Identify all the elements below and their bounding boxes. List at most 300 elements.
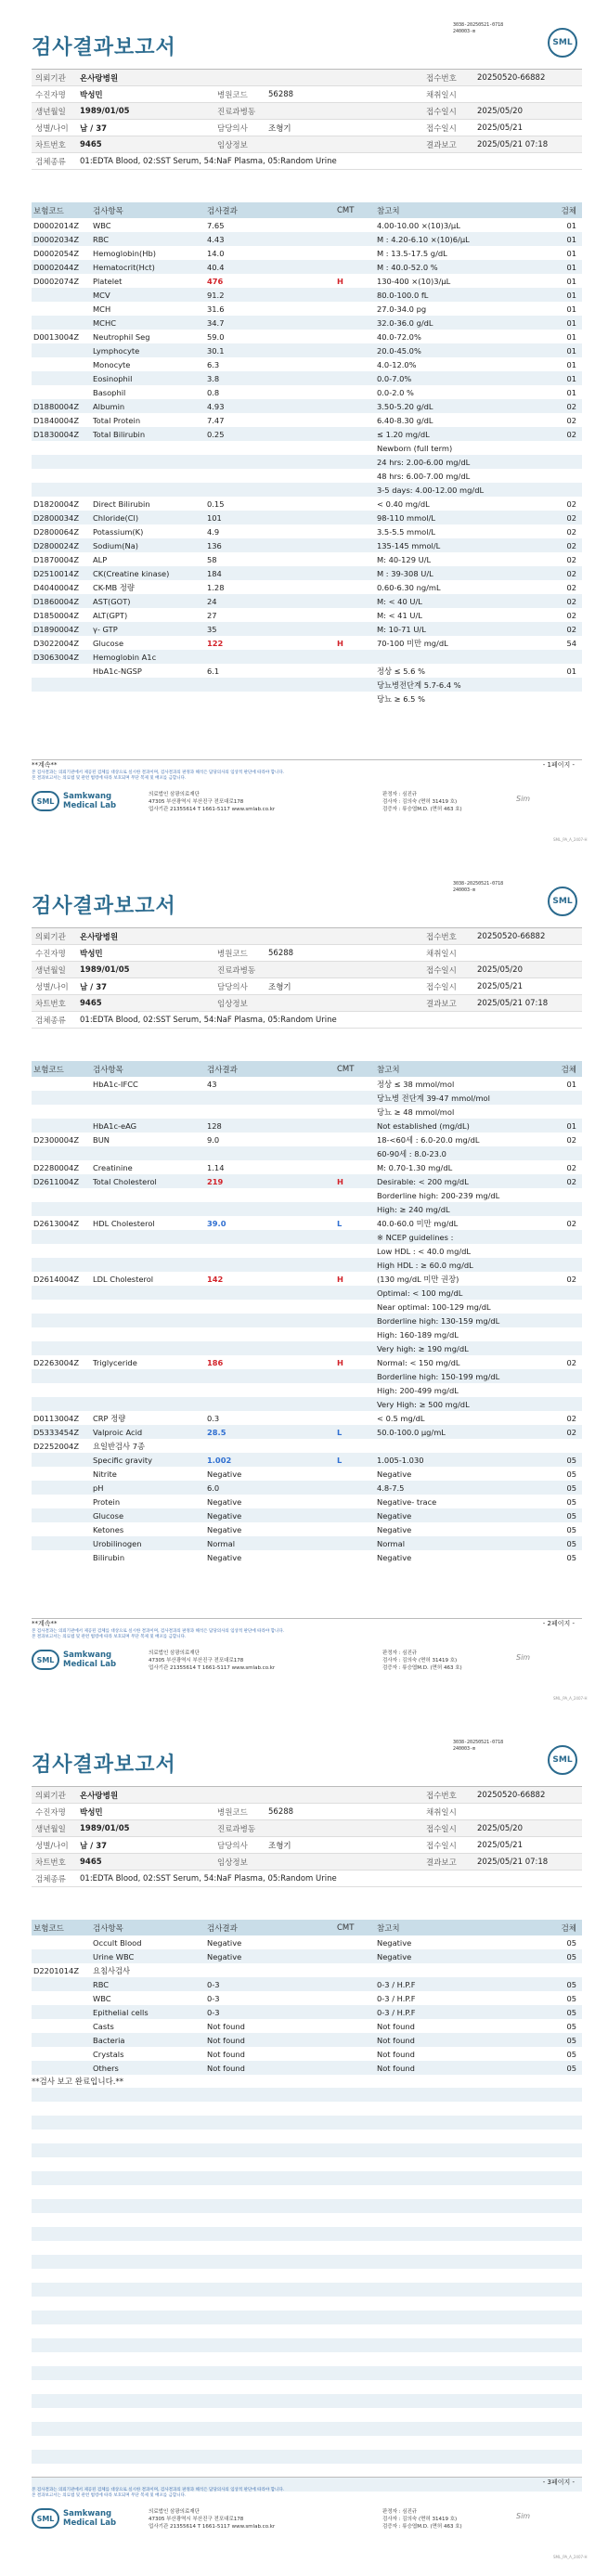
label-dept: 진료과병동 [217, 107, 256, 117]
table-row [32, 1425, 582, 1439]
empty-row [32, 2227, 582, 2241]
label-receipt-date-2: 접수일시 [426, 1841, 457, 1851]
info-row [32, 1871, 582, 1887]
value-chart-no: 9465 [80, 139, 102, 149]
value-receipt-date: 2025/05/20 [477, 1823, 523, 1833]
table-row [32, 650, 582, 664]
cell-code: D0002074Z [33, 276, 80, 286]
cell-specimen: 01 [566, 234, 576, 244]
company-logo [32, 1650, 116, 1670]
cell-code: D2800034Z [33, 512, 80, 523]
table-row [32, 1935, 582, 1949]
cell-item: Lymphocyte [93, 345, 140, 356]
cell-specimen: 01 [566, 345, 576, 356]
cell-ref: Negative [377, 1510, 412, 1521]
cell-item: CK(Creatine kinase) [93, 568, 170, 578]
value-doctor: 조형기 [268, 1841, 291, 1851]
cell-specimen: 05 [566, 2007, 576, 2017]
cell-code: D2614004Z [33, 1274, 80, 1284]
empty-row [32, 2297, 582, 2311]
label-receipt-date: 접수일시 [426, 1824, 457, 1834]
table-row [32, 1272, 582, 1286]
value-institution: 온사랑병원 [80, 73, 119, 84]
table-row [32, 1467, 582, 1481]
notice-line: 본 결과보고서는 의료법 및 관련 법령에 따라 보호되며 무단 복제 및 배포를 금합니다. [32, 1635, 187, 1639]
label-report-date: 결과보고 [426, 999, 457, 1009]
table-row [32, 2005, 582, 2019]
value-dob: 1989/01/05 [80, 1823, 130, 1833]
signer-line: 검증자 : 류승엽M.D. (면허 463 호) [382, 2524, 462, 2530]
cell-code: D2263004Z [33, 1357, 80, 1367]
table-row [32, 664, 582, 678]
cell-item: Creatinine [93, 1162, 133, 1172]
cell-ref: 당뇨병 전단계 39-47 mmol/mol [377, 1093, 490, 1103]
cell-code: D0013004Z [33, 331, 80, 342]
label-clinical: 임상정보 [217, 999, 248, 1009]
value-sex-age: 남 / 37 [80, 1841, 108, 1851]
cell-item: Neutrophil Seg [93, 331, 150, 342]
cell-code: D1890004Z [33, 624, 80, 634]
cell-ref: Optimal: < 100 mg/dL [377, 1288, 463, 1298]
cell-ref: Negative- trace [377, 1496, 437, 1507]
cell-ref: 18-<60세 : 6.0-20.0 mg/dL [377, 1134, 480, 1145]
company-address [149, 791, 275, 813]
label-doctor: 담당의사 [217, 1841, 248, 1851]
label-chart: 차트번호 [35, 999, 66, 1009]
info-row [32, 136, 582, 153]
cell-item: ALT(GPT) [93, 610, 128, 620]
cell-result: 0-3 [207, 1979, 220, 1989]
empty-row [32, 2366, 582, 2380]
report-page [0, 0, 608, 859]
table-row [32, 2019, 582, 2033]
results-body [32, 218, 582, 705]
table-row [32, 1977, 582, 1991]
col-item: 검사항목 [93, 1923, 123, 1934]
cell-result: 4.93 [207, 401, 225, 411]
value-institution: 온사랑병원 [80, 932, 119, 942]
signers [382, 2508, 462, 2531]
label-patient: 수진자명 [35, 949, 66, 959]
sml-logo: SML [548, 1745, 577, 1775]
cell-specimen: 02 [566, 582, 576, 592]
footer-bar [32, 1618, 582, 1627]
cell-ref: 24 hrs: 2.00-6.00 mg/dL [377, 457, 471, 467]
cell-ref: Near optimal: 100-129 mg/dL [377, 1301, 491, 1312]
cell-code: D4040004Z [33, 582, 80, 592]
cell-ref: 3-5 days: 4.00-12.00 mg/dL [377, 485, 485, 495]
cell-result: 0.8 [207, 387, 220, 397]
cell-specimen: 01 [566, 331, 576, 342]
cell-code: D2510014Z [33, 568, 80, 578]
continued-mark: **계속** [32, 761, 58, 769]
cell-result: 1.002 [207, 1455, 232, 1465]
table-row [32, 1522, 582, 1536]
table-row [32, 1383, 582, 1397]
footer-notice [32, 770, 582, 782]
table-row [32, 678, 582, 692]
label-patient: 수진자명 [35, 1807, 66, 1818]
cell-result: 128 [207, 1120, 222, 1131]
value-sex-age: 남 / 37 [80, 123, 108, 134]
empty-row [32, 2422, 582, 2436]
label-clinical: 임상정보 [217, 1858, 248, 1868]
cell-code: D0002054Z [33, 248, 80, 258]
cell-item: Eosinophil [93, 373, 133, 383]
cell-result: Not found [207, 2063, 245, 2073]
label-receipt-date-2: 접수일시 [426, 123, 457, 134]
cell-item: Total Protein [93, 415, 141, 425]
patient-info [32, 69, 582, 170]
cell-result: 35 [207, 624, 217, 634]
signer-line: 검증자 : 류승엽M.D. (면허 463 호) [382, 807, 462, 812]
value-patient-name: 박성민 [80, 1807, 103, 1818]
value-hospital-code: 56288 [268, 948, 294, 958]
cell-specimen: 02 [566, 540, 576, 550]
results-header [32, 1920, 582, 1935]
table-row [32, 1300, 582, 1314]
cell-code: D1820004Z [33, 498, 80, 509]
table-row [32, 260, 582, 274]
barcode-text [453, 1740, 503, 1753]
cell-item: Total Cholesterol [93, 1176, 157, 1186]
cell-result: 3.8 [207, 373, 220, 383]
value-specimen: 01:EDTA Blood, 02:SST Serum, 54:NaF Plasma, 05:Random Urine [80, 156, 337, 166]
cell-ref: 40.0-72.0% [377, 331, 421, 342]
cell-result: 1.14 [207, 1162, 225, 1172]
table-row [32, 1160, 582, 1174]
table-row [32, 608, 582, 622]
cell-specimen: 02 [566, 1162, 576, 1172]
cell-result: 186 [207, 1357, 224, 1367]
label-receipt-no: 접수번호 [426, 73, 457, 84]
cell-ref: Not found [377, 2049, 415, 2059]
label-receipt-no: 접수번호 [426, 932, 457, 942]
cell-result: 27 [207, 610, 217, 620]
label-receipt-date: 접수일시 [426, 965, 457, 976]
cell-code: D2800064Z [33, 526, 80, 537]
cell-ref: M: 10-71 U/L [377, 624, 426, 634]
cell-specimen: 02 [566, 1413, 576, 1423]
company-logo [32, 791, 116, 811]
empty-row [32, 2338, 582, 2352]
cell-result: 28.5 [207, 1427, 226, 1437]
continued-mark: **계속** [32, 1620, 58, 1627]
cell-code: D1850004Z [33, 610, 80, 620]
col-cmt: CMT [337, 1064, 355, 1074]
table-row [32, 1508, 582, 1522]
cell-ref: 0.0-2.0 % [377, 387, 414, 397]
company-name-en: Samkwang [63, 792, 112, 801]
table-row [32, 1146, 582, 1160]
cell-specimen: 05 [566, 2021, 576, 2031]
empty-row [32, 2213, 582, 2227]
cell-result: 0.15 [207, 498, 225, 509]
cell-ref: 0-3 / H.P.F [377, 2007, 416, 2017]
empty-row [32, 2436, 582, 2450]
cell-result: 91.2 [207, 290, 225, 300]
value-report-date-a: 2025/05/21 [477, 981, 523, 991]
barcode-line: 240003-m [453, 29, 476, 34]
sml-logo-mark: SML [32, 1650, 59, 1670]
cell-specimen: 02 [566, 429, 576, 439]
cell-result: 31.6 [207, 304, 225, 314]
cell-ref: M: < 41 U/L [377, 610, 422, 620]
cell-code: D1880004Z [33, 401, 80, 411]
empty-row [32, 2450, 582, 2464]
cell-result: 39.0 [207, 1218, 226, 1228]
table-row [32, 1174, 582, 1188]
cell-ref: (130 mg/dL 미만 권장) [377, 1274, 459, 1284]
report-page [0, 1717, 608, 2576]
label-specimen: 검체종류 [35, 1016, 66, 1026]
cell-code: D2800024Z [33, 540, 80, 550]
cell-ref: Not found [377, 2021, 415, 2031]
cell-specimen: 02 [566, 1218, 576, 1228]
cell-ref: M : 13.5-17.5 g/dL [377, 248, 447, 258]
table-row [32, 246, 582, 260]
cell-item: Albumin [93, 401, 125, 411]
empty-row [32, 2311, 582, 2324]
cell-specimen: 05 [566, 2063, 576, 2073]
cell-ref: Low HDL : < 40.0 mg/dL [377, 1246, 472, 1256]
table-row [32, 1369, 582, 1383]
cell-ref: < 0.5 mg/dL [377, 1413, 425, 1423]
cell-result: 476 [207, 276, 224, 286]
form-version: SML_PA_A_2407-H [553, 2555, 588, 2559]
cell-code: D1860004Z [33, 596, 80, 606]
table-row [32, 357, 582, 371]
table-row [32, 1397, 582, 1411]
company-name-en: Samkwang [63, 2509, 112, 2518]
table-row [32, 1536, 582, 1550]
cell-item: ALP [93, 554, 108, 564]
cell-result: Negative [207, 1496, 242, 1507]
cell-item: Sodium(Na) [93, 540, 139, 550]
barcode-text [453, 881, 503, 894]
label-chart: 차트번호 [35, 140, 66, 150]
cell-ref: Negative [377, 1951, 412, 1961]
results-body [32, 1077, 582, 1564]
cell-ref: 50.0-100.0 µg/mL [377, 1427, 446, 1437]
signer-line: 판정자 : 심진규 [382, 1650, 418, 1656]
signers [382, 791, 462, 813]
cell-result: 0-3 [207, 2007, 220, 2017]
empty-row [32, 2102, 582, 2116]
cell-specimen: 02 [566, 401, 576, 411]
table-row [32, 1949, 582, 1963]
table-row [32, 580, 582, 594]
table-row [32, 413, 582, 427]
empty-row [32, 2129, 582, 2143]
table-row [32, 232, 582, 246]
cell-ref: ≤ 1.20 mg/dL [377, 429, 430, 439]
cell-specimen: 05 [566, 1538, 576, 1548]
cell-item: Others [93, 2063, 119, 2073]
cell-item: Monocyte [93, 359, 131, 369]
report-title: 검사결과보고서 [32, 895, 176, 918]
label-dept: 진료과병동 [217, 965, 256, 976]
col-specimen: 검체 [561, 1923, 576, 1934]
cell-result: 142 [207, 1274, 224, 1284]
info-row [32, 70, 582, 86]
cell-item: Hemoglobin A1c [93, 652, 157, 662]
cell-item: Hematocrit(Hct) [93, 262, 155, 272]
notice-line: 본 검사결과는 의뢰기관에서 제공된 검체를 대상으로 실시한 결과이며, 검사결과의 판정과 해석은 담당의사의 임상적 판단에 따라야 합니다. [32, 2488, 285, 2492]
label-dob: 생년월일 [35, 107, 66, 117]
col-code: 보험코드 [33, 1923, 64, 1934]
cell-item: HbA1c-eAG [93, 1120, 137, 1131]
table-row [32, 1963, 582, 1977]
cell-result: Negative [207, 1510, 242, 1521]
cell-result: Not found [207, 2049, 245, 2059]
value-report-date-b: 2025/05/21 07:18 [477, 998, 549, 1008]
barcode-line: 240003-m [453, 1746, 476, 1752]
empty-row [32, 2283, 582, 2297]
cell-ref: 1.005-1.030 [377, 1455, 424, 1465]
cell-ref: Negative [377, 1937, 412, 1948]
cell-ref: Not found [377, 2063, 415, 2073]
cell-item: Chloride(Cl) [93, 512, 139, 523]
phone-line: 업사기관 21355614 T 1661-5117 www.smlab.co.kr [149, 2524, 276, 2530]
label-receipt-date-2: 접수일시 [426, 982, 457, 992]
cell-code: D2252004Z [33, 1441, 80, 1451]
info-row [32, 978, 582, 995]
cell-item: Epithelial cells [93, 2007, 149, 2017]
table-row [32, 1077, 582, 1091]
table-row [32, 636, 582, 650]
cell-code: D0113004Z [33, 1413, 80, 1423]
cell-ref: Not found [377, 2035, 415, 2045]
company-name-kr: 의료법인 삼광의료재단 [149, 792, 200, 797]
col-item: 검사항목 [93, 1065, 123, 1075]
company-logo [32, 2508, 116, 2529]
value-chart-no: 9465 [80, 998, 102, 1008]
empty-row [32, 2171, 582, 2185]
cell-item: Urine WBC [93, 1951, 135, 1961]
table-row [32, 385, 582, 399]
value-institution: 온사랑병원 [80, 1791, 119, 1801]
cell-ref: Normal [377, 1538, 406, 1548]
table-row [32, 302, 582, 316]
cell-ref: 당뇨 ≥ 6.5 % [377, 693, 425, 704]
cell-ref: < 0.40 mg/dL [377, 498, 430, 509]
info-row [32, 995, 582, 1012]
cell-specimen: 01 [566, 387, 576, 397]
cell-code: D2613004Z [33, 1218, 80, 1228]
cell-code: D2300004Z [33, 1134, 80, 1145]
cell-ref: Negative [377, 1469, 412, 1479]
table-row [32, 330, 582, 343]
cell-flag: H [337, 638, 343, 648]
cell-result: 0.3 [207, 1413, 220, 1423]
cell-code: D3063004Z [33, 652, 80, 662]
cell-specimen: 02 [566, 568, 576, 578]
table-row [32, 2033, 582, 2047]
empty-row [32, 2380, 582, 2394]
cell-flag: L [337, 1455, 343, 1465]
cell-ref: Negative [377, 1524, 412, 1534]
table-row [32, 1314, 582, 1327]
cell-specimen: 01 [566, 276, 576, 286]
cell-item: MCH [93, 304, 111, 314]
cell-specimen: 01 [566, 359, 576, 369]
label-collect-date: 채취일시 [426, 90, 457, 100]
label-hospital-code: 병원코드 [217, 90, 248, 100]
cell-result: Not found [207, 2035, 245, 2045]
cell-result: Not found [207, 2021, 245, 2031]
table-row [32, 552, 582, 566]
cell-result: Negative [207, 1951, 242, 1961]
cell-item: HbA1c-NGSP [93, 666, 142, 676]
cell-item: 요일반검사 7종 [93, 1441, 146, 1451]
cell-specimen: 01 [566, 317, 576, 328]
cell-ref: 3.50-5.20 g/dL [377, 401, 433, 411]
page-number: - 1페이지 - [542, 761, 575, 769]
end-of-report: **검사 보고 완료입니다.** [32, 2078, 124, 2087]
empty-row [32, 2241, 582, 2255]
cell-ref: 정상 ≤ 5.6 % [377, 666, 425, 676]
col-specimen: 검체 [561, 1065, 576, 1075]
cell-item: WBC [93, 1993, 111, 2003]
cell-specimen: 05 [566, 2049, 576, 2059]
cell-specimen: 02 [566, 498, 576, 509]
cell-ref: Very high: ≥ 190 mg/dL [377, 1343, 469, 1353]
cell-ref: M: 0.70-1.30 mg/dL [377, 1162, 453, 1172]
signer-line: 판정자 : 심진규 [382, 792, 418, 797]
cell-result: Negative [207, 1524, 242, 1534]
barcode-line: 3038-20250521-0718 [453, 881, 504, 887]
cell-item: Bacteria [93, 2035, 125, 2045]
cell-result: 30.1 [207, 345, 225, 356]
cell-code: D0002034Z [33, 234, 80, 244]
table-row [32, 2061, 582, 2075]
cell-specimen: 05 [566, 1951, 576, 1961]
label-collect-date: 채취일시 [426, 949, 457, 959]
cell-item: MCV [93, 290, 110, 300]
cell-code: D0002044Z [33, 262, 80, 272]
company-name-en: Medical Lab [63, 2518, 117, 2528]
label-dob: 생년월일 [35, 1824, 66, 1834]
cell-result: 184 [207, 568, 222, 578]
cell-specimen: 01 [566, 262, 576, 272]
cell-code: D2201014Z [33, 1965, 80, 1975]
info-row [32, 1787, 582, 1804]
results-header [32, 1061, 582, 1077]
label-report-date: 결과보고 [426, 1858, 457, 1868]
info-row [32, 945, 582, 962]
label-dob: 생년월일 [35, 965, 66, 976]
table-row [32, 1411, 582, 1425]
cell-ref: Newborn (full term) [377, 443, 453, 453]
company-name-en: Medical Lab [63, 801, 117, 810]
label-sex-age: 성별/나이 [35, 123, 69, 134]
cell-ref: 6.40-8.30 g/dL [377, 415, 433, 425]
table-row [32, 1550, 582, 1564]
cell-specimen: 05 [566, 1510, 576, 1521]
table-row [32, 1439, 582, 1453]
value-report-date-a: 2025/05/21 [477, 1840, 523, 1850]
cell-code: D1870004Z [33, 554, 80, 564]
info-row [32, 1854, 582, 1871]
value-doctor: 조형기 [268, 123, 291, 134]
cell-result: 1.28 [207, 582, 225, 592]
cell-ref: 135-145 mmol/L [377, 540, 441, 550]
table-row [32, 1230, 582, 1244]
page-number: - 3페이지 - [542, 2479, 575, 2486]
label-doctor: 담당의사 [217, 123, 248, 134]
empty-row [32, 2143, 582, 2157]
